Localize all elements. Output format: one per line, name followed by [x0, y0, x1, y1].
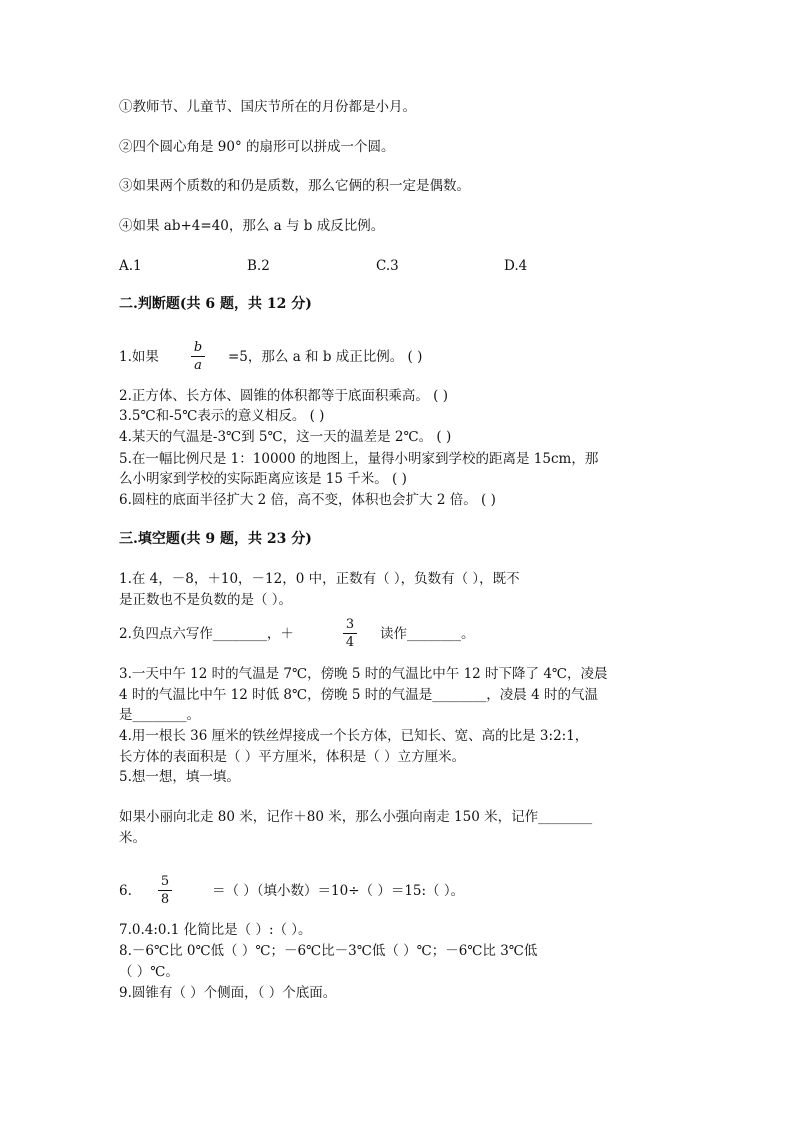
- fraction-numerator: b: [193, 340, 203, 355]
- fraction-3-over-4: [343, 617, 357, 650]
- fill-q8-line1: 8.－6℃比 0℃低（ ）℃；－6℃比－3℃低（ ）℃；－6℃比 3℃低: [119, 943, 538, 959]
- fraction-numerator: 5: [160, 874, 170, 889]
- judge-q1-suffix: =5，那么 a 和 b 成正比例。 ( ): [228, 349, 423, 365]
- fill-q1-line2: 是正数也不是负数的是（ ）。: [119, 592, 293, 608]
- fill-q2-prefix: 2.负四点六写作________，＋: [119, 626, 294, 642]
- section-2-title: 二.判断题(共 6 题，共 12 分): [119, 296, 312, 312]
- judge-q6: 6.圆柱的底面半径扩大 2 倍，高不变，体积也会扩大 2 倍。 ( ): [119, 492, 496, 508]
- judge-q4: 4.某天的气温是-3℃到 5℃，这一天的温差是 2℃。 ( ): [119, 429, 452, 445]
- statement-2: ②四个圆心角是 90° 的扇形可以拼成一个圆。: [119, 139, 395, 155]
- fraction-5-over-8: [158, 874, 172, 907]
- fill-q9: 9.圆锥有（ ）个侧面，（ ）个底面。: [119, 985, 337, 1001]
- fill-q4-line1: 4.用一根长 36 厘米的铁丝焊接成一个长方体，已知长、宽、高的比是 3:2:1，: [119, 728, 589, 744]
- fraction-bar: [191, 356, 205, 357]
- section-3-title: 三.填空题(共 9 题，共 23 分): [119, 531, 312, 547]
- statement-3: ③如果两个质数的和仍是质数，那么它俩的积一定是偶数。: [119, 178, 470, 194]
- fill-q3-line1: 3.一天中午 12 时的气温是 7℃，傍晚 5 时的气温比中午 12 时下降了 4℃，凌晨: [119, 666, 608, 682]
- judge-q3: 3.5℃和-5℃表示的意义相反。 ( ): [119, 408, 325, 424]
- fill-q5-title: 5.想一想，填一填。: [119, 769, 240, 785]
- statement-4: ④如果 ab+4=40，那么 a 与 b 成反比例。: [119, 218, 385, 234]
- fill-q5-body-line1: 如果小丽向北走 80 米，记作＋80 米，那么小强向南走 150 米，记作________: [119, 809, 593, 825]
- fill-q7: 7.0.4:0.1 化简比是（ ）:（ ）。: [119, 922, 312, 938]
- fill-q1-line1: 1.在 4，－8，＋10，－12，0 中，正数有（ ），负数有（ ），既不: [119, 571, 520, 587]
- fill-q6-prefix: 6.: [119, 883, 132, 899]
- fill-q2-suffix: 读作________。: [380, 626, 475, 642]
- fraction-numerator: 3: [345, 617, 355, 632]
- statement-1: ①教师节、儿童节、国庆节所在的月份都是小月。: [119, 99, 416, 115]
- judge-q2: 2.正方体、长方体、圆锥的体积都等于底面积乘高。 ( ): [119, 388, 448, 404]
- judge-q5-line2: 么小明家到学校的实际距离应该是 15 千米。 ( ): [119, 471, 407, 487]
- option-d: D.4: [504, 258, 528, 274]
- option-a: A.1: [119, 258, 142, 274]
- judge-q1-prefix: 1.如果: [119, 349, 159, 365]
- fraction-b-over-a: [191, 340, 205, 373]
- fill-q6-suffix: ＝（ ）（填小数）＝10÷（ ）＝15:（ ）。: [212, 883, 465, 899]
- fraction-bar: [343, 633, 357, 634]
- fill-q3-line2: 4 时的气温比中午 12 时低 8℃，傍晚 5 时的气温是________，凌晨 4 时的气温: [119, 687, 598, 703]
- fill-q3-line3: 是________。: [119, 707, 200, 723]
- fill-q4-line2: 长方体的表面积是（ ）平方厘米，体积是（ ）立方厘米。: [119, 749, 466, 765]
- fraction-denominator: 4: [345, 635, 355, 650]
- fill-q8-line2: （ ）℃。: [119, 964, 179, 980]
- option-c: C.3: [376, 258, 399, 274]
- option-b: B.2: [247, 258, 270, 274]
- fraction-denominator: 8: [160, 892, 170, 907]
- fill-q5-body-line2: 米。: [119, 830, 146, 846]
- judge-q5-line1: 5.在一幅比例尺是 1：10000 的地图上，量得小明家到学校的距离是 15cm，那: [119, 451, 599, 467]
- fraction-denominator: a: [194, 358, 202, 373]
- fraction-bar: [158, 890, 172, 891]
